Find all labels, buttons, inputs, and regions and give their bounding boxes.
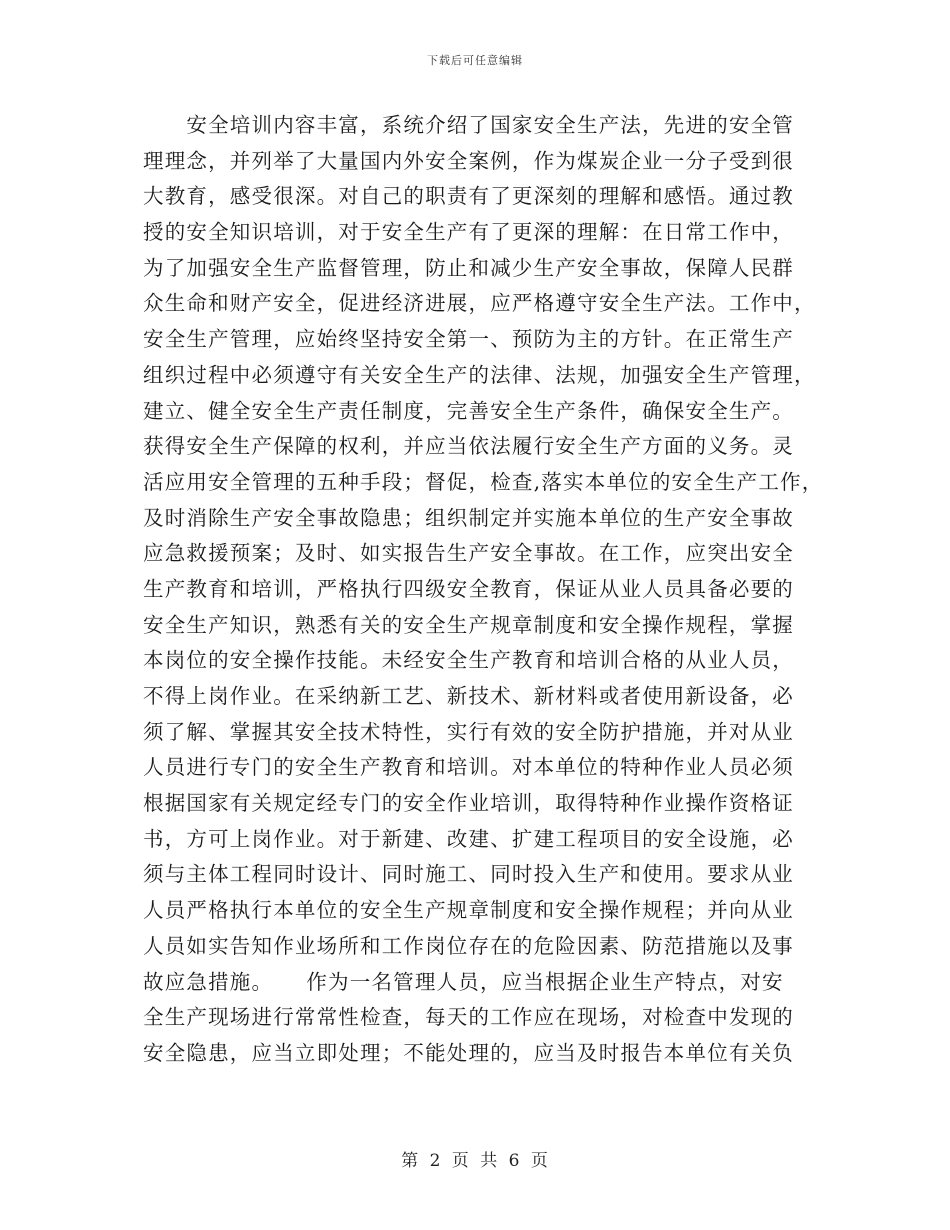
text-line: 及时消除生产安全事故隐患；组织制定并实施本单位的生产安全事故 — [143, 505, 794, 530]
text-line: 人员严格执行本单位的安全生产规章制度和安全操作规程；并向从业 — [143, 898, 794, 923]
text-line: 生产教育和培训，严格执行四级安全教育，保证从业人员具备必要的 — [143, 576, 794, 601]
text-line: 须与主体工程同时设计、同时施工、同时投入生产和使用。要求从业 — [143, 862, 794, 887]
text-line: 人员如实告知作业场所和工作岗位存在的危险因素、防范措施以及事 — [143, 933, 794, 958]
text-line: 获得安全生产保障的权利，并应当依法履行安全生产方面的义务。灵 — [143, 434, 794, 459]
text-line: 众生命和财产安全，促进经济进展，应严格遵守安全生产法。工作中， — [143, 291, 816, 316]
text-line: 安全生产知识，熟悉有关的安全生产规章制度和安全操作规程，掌握 — [143, 612, 794, 637]
text-line: 本岗位的安全操作技能。未经安全生产教育和培训合格的从业人员， — [143, 648, 794, 673]
text-line: 人员进行专门的安全生产教育和培训。对本单位的特种作业人员必须 — [143, 755, 794, 780]
page-header: 下载后可任意编辑 — [427, 54, 523, 67]
text-line: 全生产现场进行常常性检查，每天的工作应在现场，对检查中发现的 — [143, 1005, 794, 1030]
text-line: 不得上岗作业。在采纳新工艺、新技术、新材料或者使用新设备，必 — [143, 684, 794, 708]
text-line: 安全隐患，应当立即处理；不能处理的，应当及时报告本单位有关负 — [143, 1040, 794, 1065]
text-line: 大教育，感受很深。对自己的职责有了更深刻的理解和感悟。通过教 — [143, 184, 794, 209]
text-line: 须了解、掌握其安全技术特性，实行有效的安全防护措施，并对从业 — [143, 719, 794, 744]
page-number-footer: 第 2 页 共 6 页 — [401, 1151, 549, 1171]
body-text — [143, 108, 824, 1072]
text-line: 授的安全知识培训，对于安全生产有了更深的理解：在日常工作中， — [143, 220, 794, 245]
text-line: 组织过程中必须遵守有关安全生产的法律、法规，加强安全生产管理， — [143, 362, 816, 387]
text-line: 根据国家有关规定经专门的安全作业培训，取得特种作业操作资格证 — [143, 791, 794, 816]
text-line: 安全生产管理，应始终坚持安全第一、预防为主的方针。在正常生产 — [143, 327, 794, 352]
text-line: 应急救援预案；及时、如实报告生产安全事故。在工作，应突出安全 — [143, 541, 794, 566]
text-line: 书，方可上岗作业。对于新建、改建、扩建工程项目的安全设施，必 — [143, 826, 794, 851]
text-line: 活应用安全管理的五种手段；督促，检查,落实本单位的安全生产工作， — [143, 469, 824, 494]
text-line: 为了加强安全生产监督管理，防止和减少生产安全事故，保障人民群 — [143, 255, 794, 280]
text-line: 理理念，并列举了大量国内外安全案例，作为煤炭企业一分子受到很 — [143, 148, 794, 173]
text-line: 安全培训内容丰富，系统介绍了国家安全生产法，先进的安全管 — [143, 113, 794, 137]
text-line: 故应急措施。 作为一名管理人员，应当根据企业生产特点，对安 — [143, 969, 784, 994]
text-line: 建立、健全安全生产责任制度，完善安全生产条件，确保安全生产。 — [143, 398, 794, 423]
